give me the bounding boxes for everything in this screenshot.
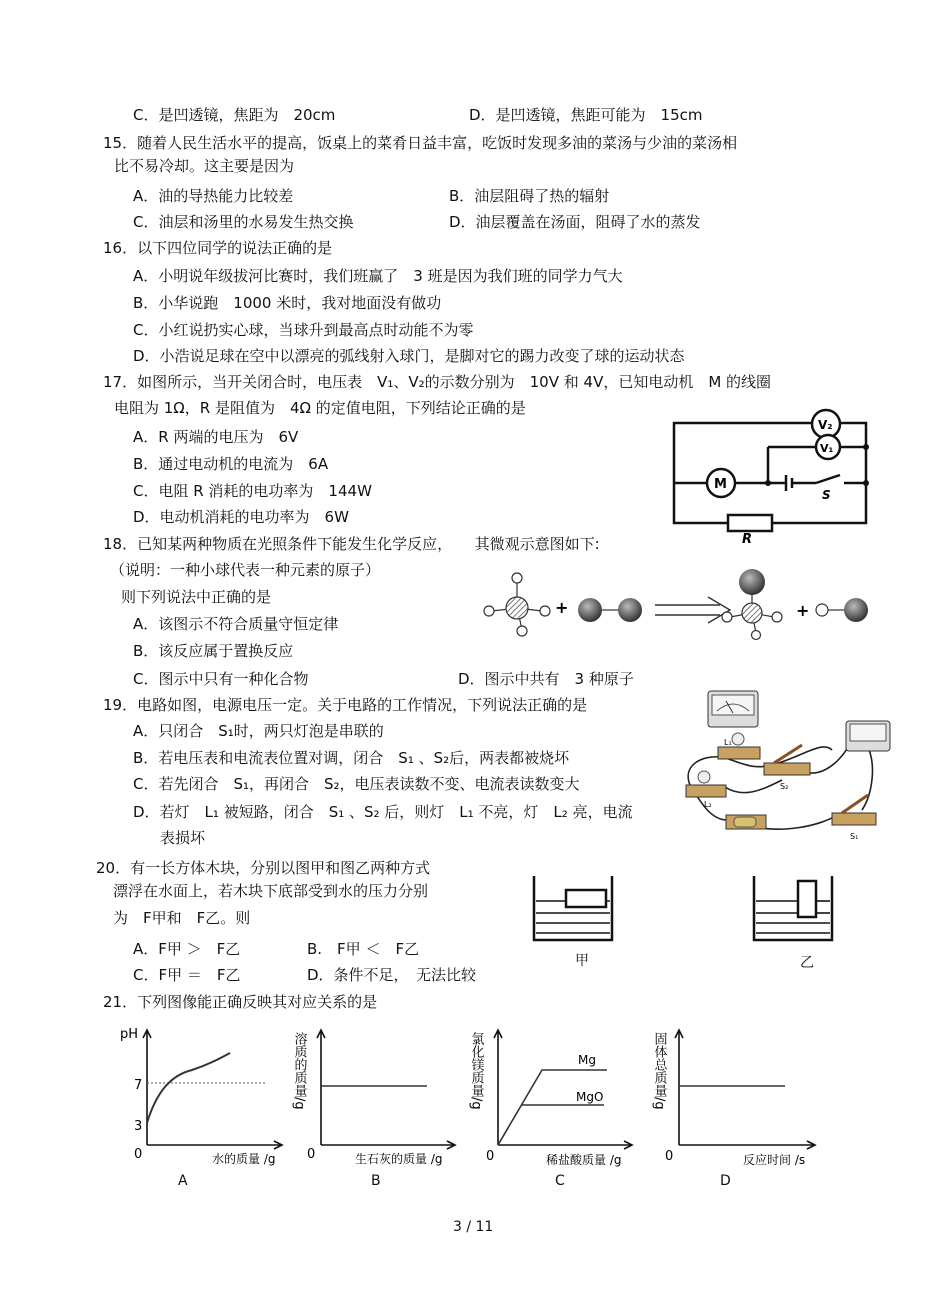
l2-label: L₂ bbox=[704, 800, 712, 809]
graph-b-xlabel: 生石灰的质量 /g bbox=[355, 1152, 443, 1166]
resistor-label: R bbox=[742, 532, 753, 547]
q17-option-d: D．电动机消耗的电功率为 6W bbox=[133, 508, 349, 526]
q18-note: （说明：一种小球代表一种元素的原子） bbox=[110, 561, 381, 579]
q16-option-b: B．小华说跑 1000 米时，我对地面没有做功 bbox=[133, 294, 442, 312]
q15-option-d: D．油层覆盖在汤面，阻碍了水的蒸发 bbox=[449, 213, 701, 231]
q16-option-c: C．小红说扔实心球，当球升到最高点时动能不为零 bbox=[133, 321, 474, 339]
graph-a-caption: A bbox=[178, 1173, 188, 1189]
graph-c-mg-label: Mg bbox=[578, 1053, 596, 1067]
graph-c-xlabel: 稀盐酸质量 /g bbox=[546, 1153, 622, 1167]
q18-stem-cont: 则下列说法中正确的是 bbox=[121, 588, 272, 606]
q18-option-b: B．该反应属于置换反应 bbox=[133, 642, 294, 660]
graph-b-origin: 0 bbox=[307, 1147, 316, 1162]
q15-option-b: B．油层阻碍了热的辐射 bbox=[449, 187, 610, 205]
switch-label: S bbox=[822, 488, 831, 502]
q17-stem-cont: 电阻为 1Ω，R 是阻值为 4Ω 的定值电阻，下列结论正确的是 bbox=[114, 399, 526, 417]
q20-option-c: C．F甲 ＝ F乙 bbox=[133, 966, 241, 984]
q19-option-c: C．若先闭合 S₁，再闭合 S₂，电压表读数不变、电流表读数变大 bbox=[133, 775, 580, 793]
q19-circuit-photo bbox=[682, 685, 882, 845]
q21-stem: 21．下列图像能正确反映其对应关系的是 bbox=[103, 993, 378, 1011]
graph-b-ylabel bbox=[292, 1031, 308, 1109]
q16-option-a: A．小明说年级拔河比赛时，我们班赢了 3 班是因为我们班的同学力气大 bbox=[133, 267, 623, 285]
graph-d-origin: 0 bbox=[665, 1149, 674, 1164]
q17-option-b: B．通过电动机的电流为 6A bbox=[133, 455, 329, 473]
s2-label: S₂ bbox=[780, 782, 789, 791]
plus-sign: + bbox=[555, 598, 569, 617]
graph-a bbox=[112, 1020, 292, 1170]
graph-b-ylabel-text: 溶质的质量/g bbox=[291, 1032, 307, 1110]
q19-option-d: D．若灯 L₁ 被短路，闭合 S₁ 、S₂ 后，则灯 L₁ 不亮，灯 L₂ 亮，电流 bbox=[133, 803, 633, 821]
beaker-yi-label: 乙 bbox=[800, 955, 814, 971]
graph-d-caption: D bbox=[720, 1173, 731, 1189]
q16-stem: 16．以下四位同学的说法正确的是 bbox=[103, 239, 333, 257]
q19-stem: 19．电路如图，电源电压一定。关于电路的工作情况，下列说法正确的是 bbox=[103, 696, 588, 714]
q17-option-c: C．电阻 R 消耗的电功率为 144W bbox=[133, 482, 372, 500]
q15-stem-cont: 比不易冷却。这主要是因为 bbox=[114, 157, 295, 175]
q14-option-d: D．是凹透镜，焦距可能为 15cm bbox=[469, 106, 703, 124]
v1-label: V₁ bbox=[820, 442, 834, 455]
q20-stem-cont: 漂浮在水面上，若木块下底部受到水的压力分别 bbox=[113, 882, 429, 900]
graph-b-caption: B bbox=[371, 1173, 381, 1189]
v2-label: V₂ bbox=[818, 418, 833, 432]
beaker-yi bbox=[748, 868, 838, 943]
q17-circuit-diagram bbox=[668, 415, 870, 545]
graph-d-ylabel: 固体总质量/g bbox=[651, 1032, 667, 1110]
q15-stem: 15．随着人民生活水平的提高，饭桌上的菜肴日益丰富，吃饭时发现多油的菜汤与少油的菜汤相 bbox=[103, 134, 738, 152]
q19-option-b: B．若电压表和电流表位置对调，闭合 S₁ 、S₂后，两表都被烧坏 bbox=[133, 749, 570, 767]
graph-a-origin: 0 bbox=[134, 1147, 143, 1162]
q20-option-b: B. F甲 ＜ F乙 bbox=[307, 940, 420, 958]
graph-c bbox=[468, 1018, 647, 1170]
q18-option-d: D．图示中共有 3 种原子 bbox=[458, 670, 634, 688]
beaker-jia-label: 甲 bbox=[575, 953, 589, 969]
q19-option-a: A．只闭合 S₁时，两只灯泡是串联的 bbox=[133, 722, 384, 740]
graph-a-xlabel: 水的质量 /g bbox=[212, 1152, 276, 1166]
q20-option-a: A．F甲 ＞ F乙 bbox=[133, 940, 241, 958]
graph-c-ylabel: 氯化镁质量/g bbox=[468, 1032, 484, 1110]
q19-option-d-cont: 表损坏 bbox=[160, 829, 206, 847]
q20-stem: 20．有一长方体木块，分别以图甲和图乙两种方式 bbox=[96, 859, 431, 877]
graph-c-caption: C bbox=[555, 1173, 565, 1189]
q15-option-c: C．油层和汤里的水易发生热交换 bbox=[133, 213, 354, 231]
graph-d bbox=[651, 1018, 830, 1170]
graph-a-ylabel: pH bbox=[120, 1027, 139, 1042]
q17-stem: 17．如图所示，当开关闭合时，电压表 V₁、V₂的示数分别为 10V 和 4V，已知电动机 M 的线圈 bbox=[103, 373, 772, 391]
q18-molecule-diagram bbox=[480, 565, 875, 640]
q16-option-d: D．小浩说足球在空中以漂亮的弧线射入球门，是脚对它的踢力改变了球的运动状态 bbox=[133, 347, 685, 365]
q18-stem: 18．已知某两种物质在光照条件下能发生化学反应， 其微观示意图如下: bbox=[103, 535, 600, 553]
q20-stem-cont2: 为 F甲和 F乙。则 bbox=[113, 909, 251, 927]
graph-c-origin: 0 bbox=[486, 1149, 495, 1164]
q18-option-c: C．图示中只有一种化合物 bbox=[133, 670, 309, 688]
motor-label: M bbox=[714, 477, 727, 492]
graph-b bbox=[291, 1018, 470, 1170]
q20-option-d: D．条件不足， 无法比较 bbox=[307, 966, 477, 984]
plus-sign-2: + bbox=[796, 601, 810, 620]
q18-option-a: A．该图示不符合质量守恒定律 bbox=[133, 615, 339, 633]
s1-label: S₁ bbox=[850, 832, 859, 841]
beaker-jia bbox=[528, 868, 618, 943]
q14-option-c: C．是凹透镜，焦距为 20cm bbox=[133, 106, 336, 124]
q17-option-a: A．R 两端的电压为 6V bbox=[133, 428, 299, 446]
graph-a-y3: 3 bbox=[134, 1119, 143, 1134]
graph-c-mgo-label: MgO bbox=[576, 1090, 604, 1104]
q15-option-a: A．油的导热能力比较差 bbox=[133, 187, 294, 205]
graph-a-y7: 7 bbox=[134, 1078, 143, 1093]
graph-d-xlabel: 反应时间 /s bbox=[743, 1153, 806, 1167]
l1-label: L₁ bbox=[724, 738, 732, 747]
page-number: 3 / 11 bbox=[453, 1219, 494, 1235]
